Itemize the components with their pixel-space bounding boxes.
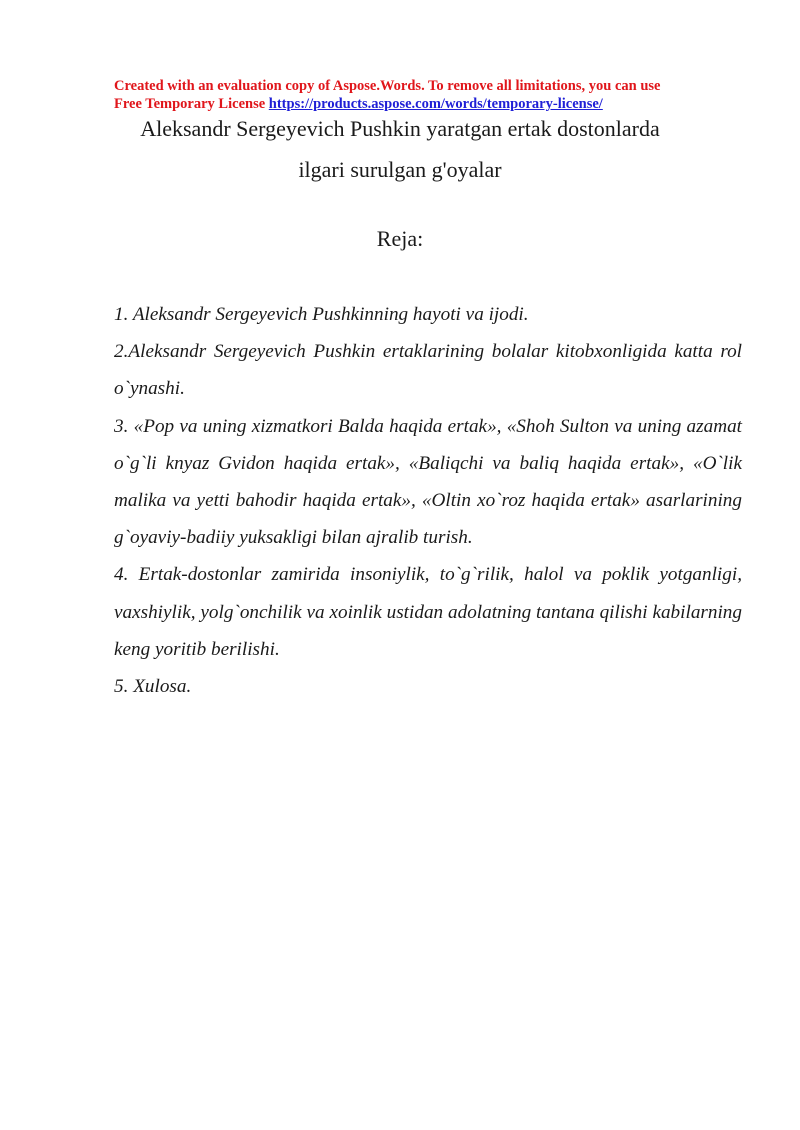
plan-list [114, 296, 742, 705]
document-title-line-2: ilgari surulgan g'oyalar [298, 157, 502, 182]
watermark-license-label: Free Temporary License [114, 96, 269, 112]
plan-item: 4. Ertak-dostonlar zamirida insoniylik, to`g`rilik, halol va poklik yotganligi, vaxshiylik, yolg`onchilik va xoinlik ustidan adolatning tantana qilishi kabilarning keng yoritib berilishi. [114, 564, 742, 660]
plan-heading: Reja: [376, 226, 424, 251]
document-title-line-1: Aleksandr Sergeyevich Pushkin yaratgan ertak dostonlarda [140, 116, 660, 141]
plan-item: 5. Xulosa. [114, 676, 192, 698]
temporary-license-link[interactable]: https://products.aspose.com/words/temporary-license/ [268, 96, 603, 112]
watermark-license-line [114, 95, 754, 113]
watermark-notice: Created with an evaluation copy of Aspose.Words. To remove all limitations, you can use [114, 78, 661, 94]
plan-item: 2.Aleksandr Sergeyevich Pushkin ertaklarining bolalar kitobxonligida katta rol o`ynashi. [114, 341, 742, 400]
plan-item: 1. Aleksandr Sergeyevich Pushkinning hayoti va ijodi. [114, 304, 529, 325]
evaluation-watermark [114, 77, 754, 113]
plan-item: 3. «Pop va uning xizmatkori Balda haqida ertak», «Shoh Sulton va uning azamat o`g`li knyaz Gvidon haqida ertak», «Baliqchi va baliq haqida ertak», «O`lik malika va yetti bahodir haqida ertak», «Oltin xo`roz haqida ertak» asarlarining g`oyaviy-badiiy yuksakligi bilan ajralib turish. [114, 415, 742, 549]
